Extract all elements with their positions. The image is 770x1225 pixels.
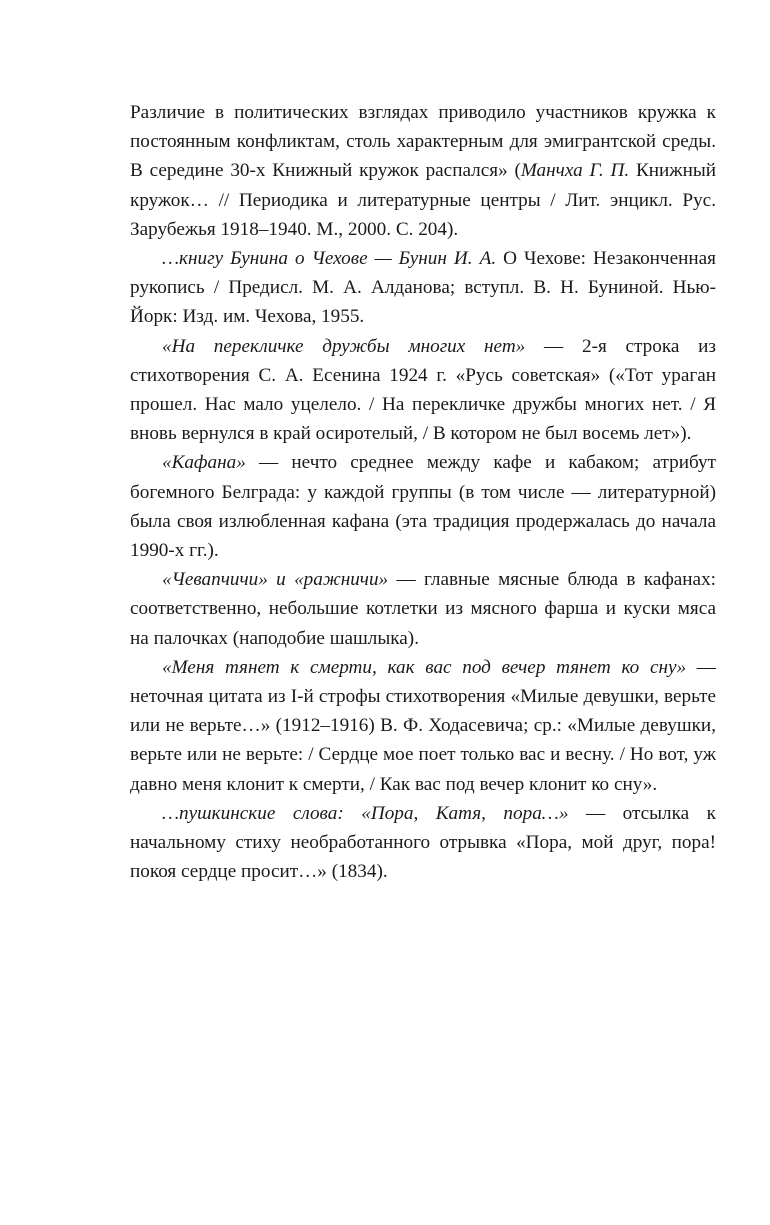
body-text: — отсылка к начальному стиху необработанного отрывка «Пора, мой друг, пора! покоя сердце просит…» (1834). xyxy=(130,802,716,883)
note-paragraph xyxy=(130,565,716,653)
body-text: — 2-я строка из стихотворения С. А. Есенина 1924 г. «Русь советская» («Тот ураган прошел. Нас мало уцелело. / На перекличке дружбы многих нет. / Я вновь вернулся в край осиротелый, / В котором не был восемь лет»). xyxy=(130,335,717,445)
body-text: — неточная цитата из I-й строфы стихотворения «Милые девушки, верьте или не верьте…» (1912–1916) В. Ф. Ходасевича; ср.: «Милые девушки, верьте или не верьте: / Сердце мое поет только вас и весну. / Но вот, уж давно меня клонит к смерти, / Как вас под вечер клонит ко сну». xyxy=(130,656,716,795)
body-text: — главные мясные блюда в кафанах: соответственно, небольшие котлетки из мясного фарша и куски мяса на палочках (наподобие шашлыка). xyxy=(130,569,716,649)
italic-text: «Чевапчичи» и «ражничи» xyxy=(162,569,389,591)
body-text: Книжный кружок… // Периодика и литературные центры / Лит. энцикл. Рус. Зарубежья 1918–1940. М., 2000. С. 204). xyxy=(130,160,716,240)
italic-text: …пушкинские слова: «Пора, Катя, пора…» xyxy=(162,802,569,824)
italic-text: «Меня тянет к смерти, как вас под вечер тянет ко сну» xyxy=(162,656,687,678)
italic-text: Манчха Г. П. xyxy=(520,160,630,182)
body-text: О Чехове: Незаконченная рукопись / Предисл. М. А. Алданова; вступл. В. Н. Буниной. Нью-Йорк: Изд. им. Чехова, 1955. xyxy=(130,248,716,328)
body-text: — нечто среднее между кафе и кабаком; атрибут богемного Белграда: у каждой группы (в том числе — литературной) была своя излюбленная кафана (эта традиция продержалась до начала 1990-х гг.). xyxy=(130,452,716,562)
note-paragraph xyxy=(130,244,716,332)
notes-text-block xyxy=(130,98,716,886)
body-text: Различие в политических взглядах приводило участников кружка к постоянным конфликтам, столь характерным для эмигрантской среды. В середине 30-х Книжный кружок распался» ( xyxy=(130,102,716,182)
italic-text: …книгу Бунина о Чехове — Бунин И. А. xyxy=(162,248,497,270)
note-paragraph xyxy=(130,653,716,799)
note-paragraph xyxy=(130,98,716,244)
note-paragraph xyxy=(130,332,716,449)
note-paragraph xyxy=(130,448,716,565)
italic-text: «На перекличке дружбы многих нет» xyxy=(162,335,526,357)
note-paragraph xyxy=(130,799,716,887)
italic-text: «Кафана» xyxy=(162,452,246,474)
